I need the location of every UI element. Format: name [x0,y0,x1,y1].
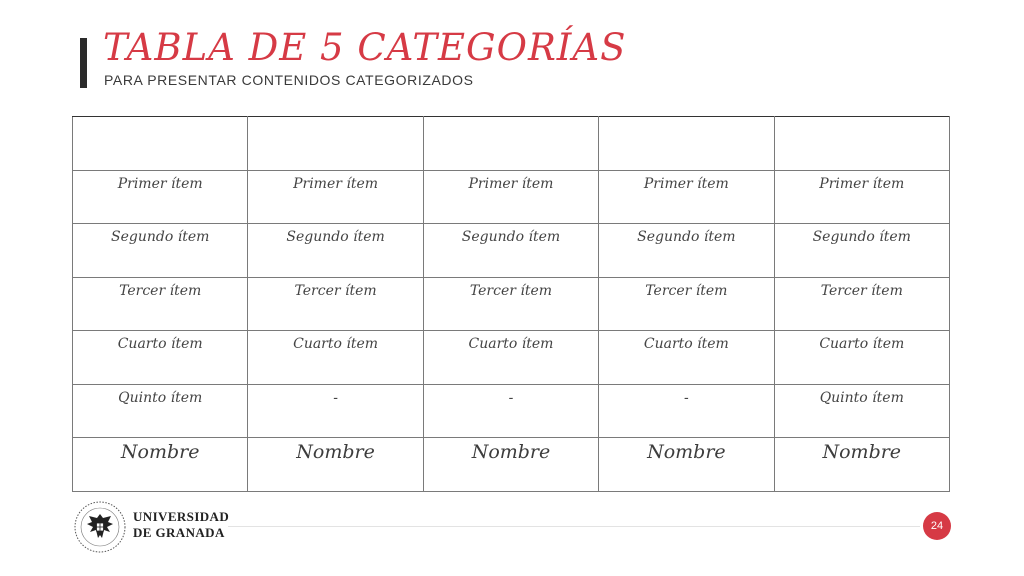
table-cell [423,224,598,278]
table-cell [248,331,423,385]
cell-text: - [684,389,689,406]
category-name: Nombre [296,441,375,464]
cell-text: Segundo ítem [461,229,561,246]
category-name-cell [248,438,423,492]
table-header-cell [423,117,598,171]
slide-title: TABLA DE 5 CATEGORÍAS [103,26,627,69]
table-cell [599,170,774,224]
table-cell [423,277,598,331]
cell-text: Tercer ítem [119,282,202,299]
cell-text: Segundo ítem [286,229,385,246]
table-header-row [73,117,950,171]
table-cell [73,224,248,278]
category-name: Nombre [471,441,551,464]
category-name-cell [774,438,949,492]
table-header-cell [248,117,423,171]
cell-text: Tercer ítem [645,282,728,299]
category-name: Nombre [120,441,200,464]
cell-text: - [508,389,514,406]
table-cell [73,277,248,331]
category-name-cell [423,438,598,492]
table-row [73,224,950,278]
table-cell [599,277,774,331]
table-cell [248,170,423,224]
table-cell [423,331,598,385]
table-cell [774,277,949,331]
university-name-line2: DE GRANADA [133,525,225,540]
category-name-row [73,438,950,492]
cell-text: Cuarto ítem [293,336,379,353]
table-cell [599,331,774,385]
cell-text: Quinto ítem [819,389,904,406]
title-accent-bar [80,38,87,88]
cell-text: Quinto ítem [118,389,203,406]
table-cell [423,384,598,438]
table-cell [774,224,949,278]
cell-text: Cuarto ítem [643,336,729,353]
category-name-cell [73,438,248,492]
cell-text: Tercer ítem [294,282,377,299]
slide-subtitle: PARA PRESENTAR CONTENIDOS CATEGORIZADOS [104,72,474,88]
categories-table [72,116,950,492]
cell-text: Primer ítem [819,175,905,192]
cell-text: Segundo ítem [812,229,911,246]
category-name: Nombre [647,441,726,464]
table-cell [774,170,949,224]
table-cell [599,224,774,278]
university-seal-icon [73,500,127,554]
table-cell [73,384,248,438]
table-cell [599,384,774,438]
cell-text: Primer ítem [643,175,729,192]
cell-text: Primer ítem [468,175,554,192]
category-name: Nombre [822,441,902,464]
cell-text: Segundo ítem [111,229,210,246]
cell-text: Tercer ítem [820,282,903,299]
page-number-badge: 24 [923,512,951,540]
table-row [73,170,950,224]
table-cell [774,384,949,438]
table-cell [248,277,423,331]
cell-text: Primer ítem [117,175,203,192]
cell-text: Cuarto ítem [468,336,554,353]
cell-text: Primer ítem [293,175,379,192]
cell-text: Segundo ítem [637,229,736,246]
table-header-cell [774,117,949,171]
table-row [73,331,950,385]
table-cell [248,224,423,278]
table-header-cell [73,117,248,171]
category-name-cell [599,438,774,492]
footer-divider [228,526,920,527]
table-row [73,277,950,331]
table-header-cell [599,117,774,171]
cell-text: Cuarto ítem [819,336,905,353]
table-row [73,384,950,438]
cell-text: Cuarto ítem [117,336,203,353]
table-cell [248,384,423,438]
university-name [133,509,229,541]
table-cell [73,331,248,385]
table-cell [774,331,949,385]
cell-text: - [333,389,338,406]
cell-text: Tercer ítem [469,282,553,299]
table-cell [73,170,248,224]
university-name-line1: UNIVERSIDAD [133,509,230,524]
table-cell [423,170,598,224]
